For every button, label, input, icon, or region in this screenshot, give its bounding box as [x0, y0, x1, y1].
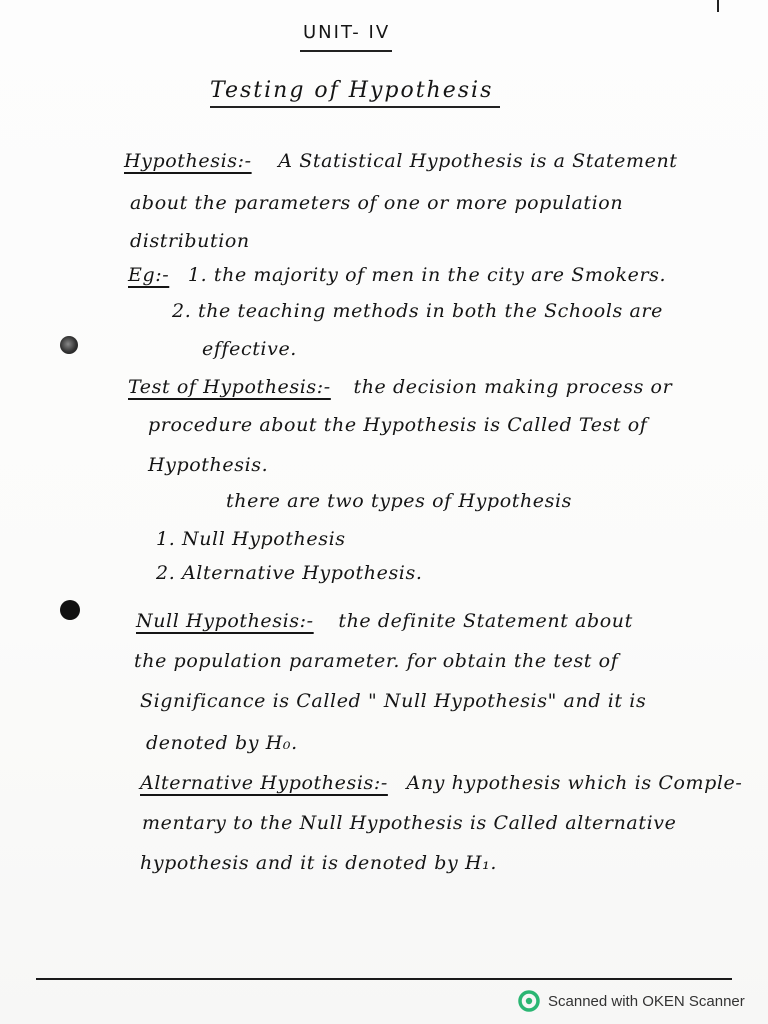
term-test-of-hypothesis: Test of Hypothesis:- — [128, 376, 331, 398]
example-2: 2. the teaching methods in both the Schools are — [172, 300, 663, 322]
scan-artifact-dot — [60, 336, 78, 354]
line-3: distribution — [130, 230, 250, 252]
types-intro: there are two types of Hypothesis — [226, 490, 573, 512]
term-hypothesis: Hypothesis:- — [124, 150, 252, 172]
line-1-text: A Statistical Hypothesis is a Statement — [278, 150, 678, 172]
line-13-text: the definite Statement about — [338, 610, 633, 632]
line-9: Hypothesis. — [148, 454, 269, 476]
unit-underline — [300, 50, 392, 52]
example-label: Eg:- — [128, 264, 170, 286]
line-17 — [140, 772, 742, 794]
unit-heading: UNIT- IV — [303, 22, 391, 43]
term-null-hypothesis: Null Hypothesis:- — [136, 610, 314, 632]
line-18: mentary to the Null Hypothesis is Called alternative — [142, 812, 677, 834]
line-7-text: the decision making process or — [353, 376, 673, 398]
line-1 — [124, 150, 678, 172]
line-8: procedure about the Hypothesis is Called Test of — [148, 414, 648, 436]
line-4 — [128, 264, 666, 286]
title-underline — [210, 106, 500, 108]
footer-rule — [36, 978, 732, 980]
example-1: 1. the majority of men in the city are Smokers. — [187, 264, 667, 286]
type-2: 2. Alternative Hypothesis. — [156, 562, 423, 584]
line-13 — [136, 610, 633, 632]
line-7 — [128, 376, 672, 398]
example-2-cont: effective. — [202, 338, 297, 360]
type-1: 1. Null Hypothesis — [156, 528, 346, 550]
page-title: Testing of Hypothesis — [210, 78, 494, 103]
line-19: hypothesis and it is denoted by H₁. — [140, 852, 498, 874]
line-16: denoted by H₀. — [146, 732, 298, 754]
line-14: the population parameter. for obtain the test of — [134, 650, 619, 672]
scanner-watermark — [518, 990, 745, 1012]
term-alternative-hypothesis: Alternative Hypothesis:- — [140, 772, 388, 794]
corner-mark — [717, 0, 719, 12]
line-2: about the parameters of one or more population — [130, 192, 624, 214]
line-17-text: Any hypothesis which is Comple- — [406, 772, 743, 794]
scanner-text: Scanned with OKEN Scanner — [548, 992, 745, 1010]
bullet-dot — [60, 600, 80, 620]
line-15: Significance is Called " Null Hypothesis" and it is — [140, 690, 647, 712]
oken-scanner-logo-icon — [518, 990, 540, 1012]
